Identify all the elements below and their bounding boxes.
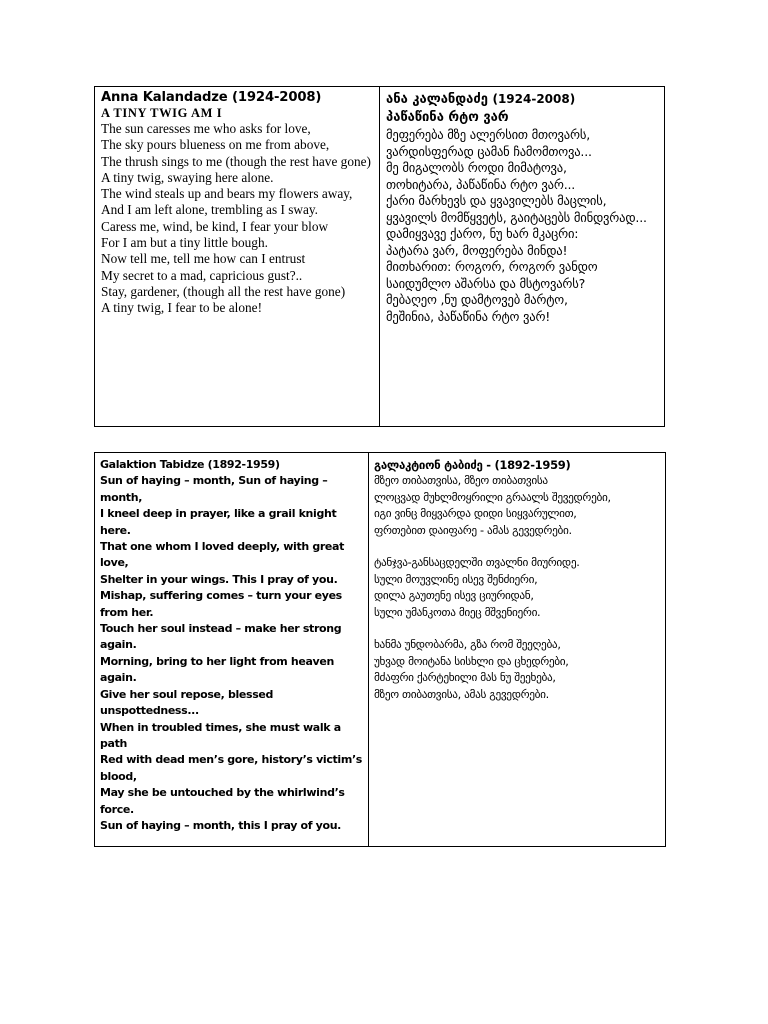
poem-line: ქარი მარხევს და ყვავილებს მაცლის, [386, 193, 607, 208]
georgian-poem-lines [386, 127, 660, 325]
poem-line: For I am but a tiny little bough. [101, 235, 268, 251]
poem-line: The sky pours blueness on me from above, [101, 137, 330, 153]
english-author-heading: Galaktion Tabidze (1892-1959) [100, 458, 280, 471]
poem-line: A tiny twig, swaying here alone. [101, 169, 274, 185]
poem-line: ტანჯვა-განსაცდელში თვალნი მიურიდე. [374, 556, 580, 570]
poem-line: The wind steals up and bears my flowers away, [101, 186, 353, 202]
poem-line: Give her soul repose, blessed unspottedness... [100, 687, 274, 718]
poem-line: Touch her soul instead – make her strong again. [100, 622, 342, 652]
poem-line: მძაფრი ქარტეხილი მას ნუ შეეხება, [374, 671, 556, 685]
georgian-poem-lines [374, 473, 662, 703]
poem-line: Now tell me, tell me how can I entrust [101, 251, 306, 267]
poem-table-tabidze [94, 452, 666, 847]
english-poem-title: A TINY TWIG AM I [101, 106, 223, 120]
georgian-author-name: ანა კალანდაძე [386, 92, 488, 107]
poem-line: მებაღეო ,ნუ დამტოვებ მარტო, [386, 292, 568, 307]
poem-line: დილა გაუთენე ისევ ციურიდან, [374, 589, 534, 603]
georgian-author-heading [386, 90, 660, 109]
poem-line: Sun of haying – month, this I pray of you. [100, 818, 342, 832]
poem-line: Mishap, suffering comes – turn your eyes from her. [100, 589, 342, 619]
poem-line: Stay, gardener, (though all the rest have gone) [101, 283, 346, 299]
poem-line: პატარა ვარ, მოფერება მინდა! [386, 242, 568, 258]
poem-line: ფრთებით დაიფარე - ამას გევედრები. [374, 523, 572, 537]
poem-line: The thrush sings to me (though the rest have gone) [101, 153, 371, 169]
stanza-gap [374, 539, 662, 555]
poem-line: თოხიტარა, პაწაწინა რტო ვარ... [386, 176, 576, 192]
poem-line: მეფერება მზე ალერსით მთოვარს, [386, 127, 591, 142]
poem-line: ლოცვად მუხლმოყრილი გრაალს შევედრები, [374, 490, 611, 504]
georgian-author-years: (1924-2008) [492, 92, 576, 106]
english-poem-cell [95, 453, 369, 847]
poem-line: That one whom I loved deeply, with great love, [100, 540, 345, 570]
poem-line: I kneel deep in prayer, like a grail knight here. [100, 507, 337, 537]
poem-line: The sun caresses me who asks for love, [101, 121, 311, 136]
poem-line: Morning, bring to her light from heaven again. [100, 654, 334, 685]
english-author-heading: Anna Kalandadze (1924-2008) [101, 90, 322, 105]
poem-line: მეშინია, პაწაწინა რტო ვარ! [386, 308, 551, 324]
georgian-poem-cell [369, 453, 666, 847]
poem-line: უხვად მოიტანა სისხლი და ცხედრები, [374, 654, 569, 668]
poem-line: დამიყვავე ქარო, ნუ ხარ მკაცრი: [386, 226, 579, 241]
poem-line: My secret to a mad, capricious gust?.. [101, 267, 303, 283]
poem-line: მზეო თიბათვისა, ამას გევედრები. [374, 687, 549, 701]
poem-line: Shelter in your wings. This I pray of you. [100, 572, 338, 586]
poem-line: Sun of haying – month, Sun of haying – month, [100, 474, 328, 504]
poem-line: მე მიგალობს როდი მიმატოვა, [386, 160, 567, 175]
poem-line: მითხარით: როგორ, როგორ ვანდო [386, 259, 598, 274]
poem-line: And I am left alone, trembling as I sway. [101, 202, 318, 218]
poem-line: When in troubled times, she must walk a path [100, 720, 341, 750]
poem-line: საიდუმლო აშარსა და მსტოვარს? [386, 275, 586, 291]
poem-line: იგი ვინც მიყვარდა დიდი სიყვარულით, [374, 507, 577, 521]
poem-line: A tiny twig, I fear to be alone! [101, 300, 262, 316]
english-poem-lines [100, 473, 365, 834]
poem-line: ხანმა უნდობარმა, გზა რომ შეეღება, [374, 638, 561, 652]
english-poem-lines [101, 121, 375, 317]
poem-line: სული უმანკოთა მიეც მშვენიერი. [374, 605, 541, 619]
georgian-poem-cell [380, 87, 665, 427]
poem-line: ვარდისფერად ცამან ჩამომთოვა... [386, 143, 592, 159]
georgian-poem-title: პაწაწინა რტო ვარ [386, 110, 509, 125]
poem-table-kalandadze [94, 86, 665, 427]
poem-line: მზეო თიბათვისა, მზეო თიბათვისა [374, 474, 548, 488]
poem-line: May she be untouched by the whirlwind’s force. [100, 786, 345, 816]
poem-line: სული მოუვლინე ისევ შენძიერი, [374, 572, 538, 586]
poem-line: ყვავილს მომწყვეტს, გაიტაცებს მინდვრად... [386, 209, 647, 225]
english-poem-cell [95, 87, 380, 427]
poem-line: Caress me, wind, be kind, I fear your blow [101, 218, 329, 234]
stanza-gap [374, 621, 662, 637]
poem-line: Red with dead men’s gore, history’s victim’s blood, [100, 753, 362, 783]
georgian-author-heading: გალაკტიონ ტაბიძე - (1892-1959) [374, 458, 571, 472]
